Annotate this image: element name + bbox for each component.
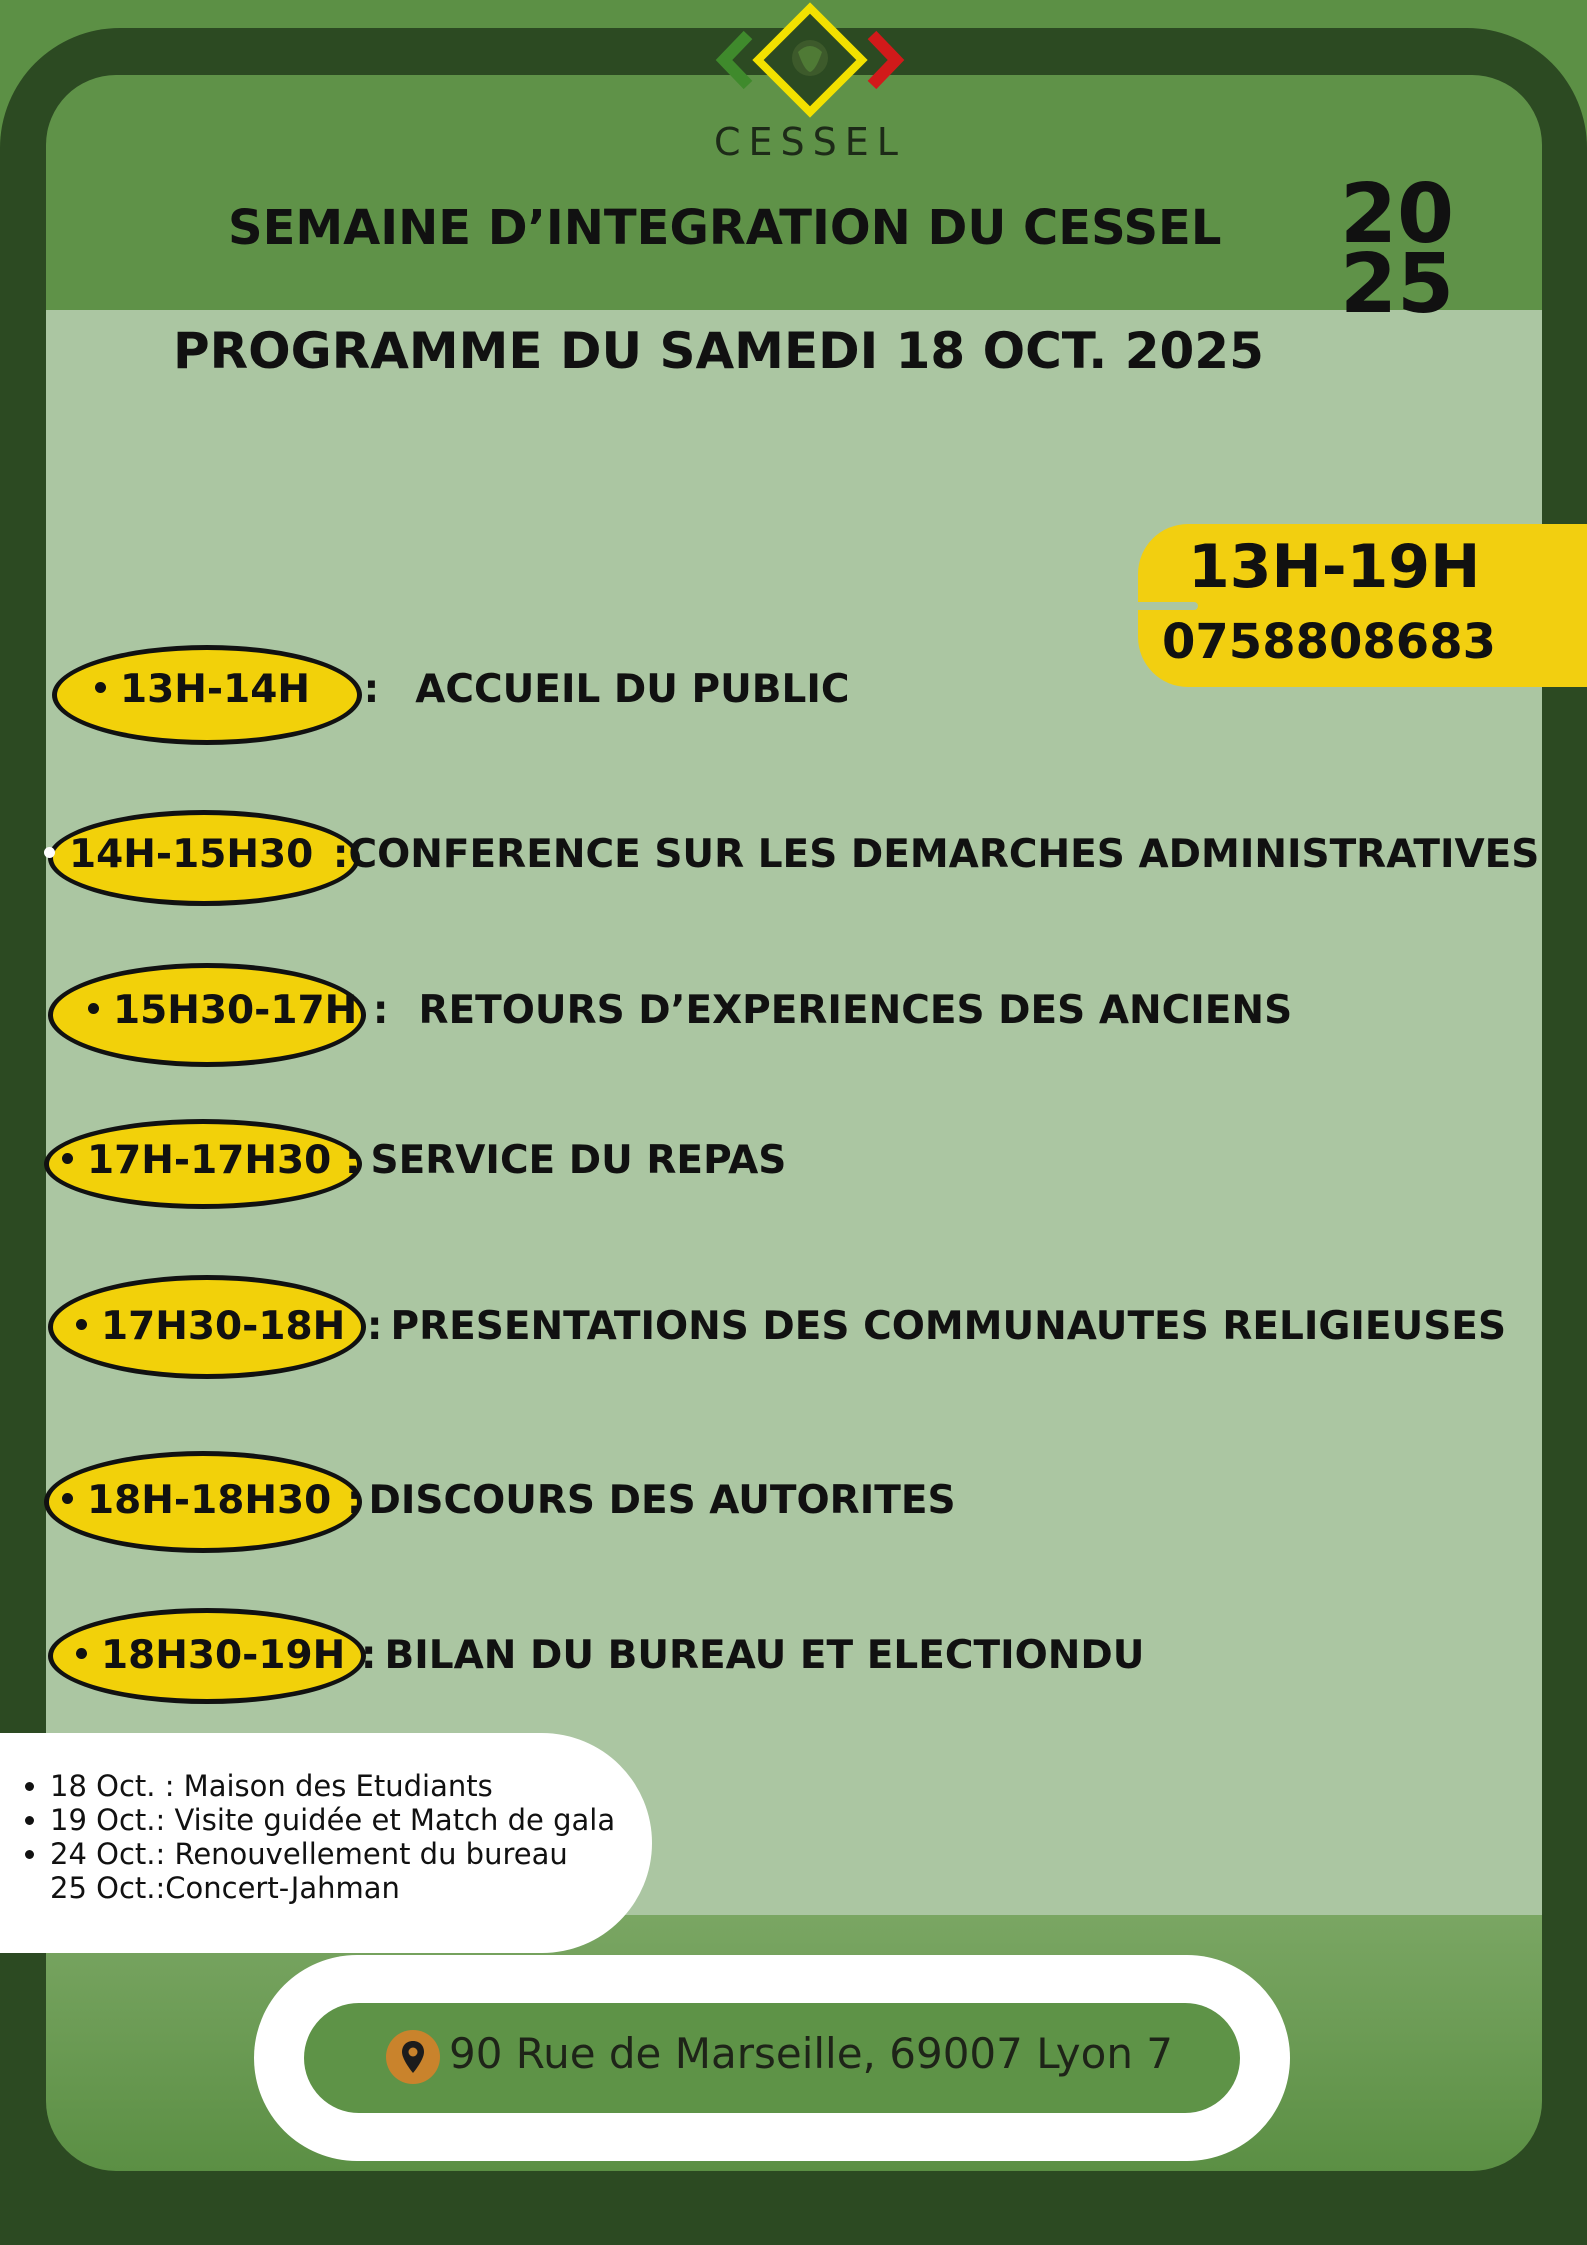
activity-label: DISCOURS DES AUTORITES (368, 1478, 956, 1523)
time-slot: 13H-14H (120, 667, 311, 712)
activity-label: CONFERENCE SUR LES DEMARCHES ADMINISTRATIVES (348, 832, 1540, 877)
separator: : (319, 832, 349, 877)
bullet-icon (95, 682, 106, 693)
bullet-icon (88, 1003, 99, 1014)
activity-label: BILAN DU BUREAU ET ELECTIONDU (384, 1633, 1145, 1678)
activity-label: RETOURS D’EXPERIENCES DES ANCIENS (418, 988, 1293, 1033)
time-slot: 17H-17H30 (87, 1138, 332, 1183)
logo-wordmark: CESSEL (714, 120, 906, 164)
separator: : (331, 1138, 361, 1183)
location-pin-icon (386, 2030, 440, 2084)
bullet-icon (76, 1648, 87, 1659)
event-note: • 24 Oct.: Renouvellement du bureau (50, 1837, 615, 1871)
activity-label: SERVICE DU REPAS (370, 1138, 787, 1183)
event-note: 25 Oct.:Concert-Jahman (50, 1871, 400, 1905)
separator: : (359, 988, 389, 1033)
time-slot: 18H30-19H (101, 1633, 346, 1678)
year-line-1: 20 (1340, 167, 1455, 262)
address-bar (304, 2003, 1240, 2113)
event-title: SEMAINE D’INTEGRATION DU CESSEL (228, 200, 1222, 256)
event-note: • 19 Oct.: Visite guidée et Match de gala (50, 1803, 615, 1837)
time-slot: 18H-18H30 (87, 1478, 332, 1523)
bullet-icon (62, 1153, 73, 1164)
time-slot: 14H-15H30 (69, 832, 314, 877)
separator: : (353, 1304, 383, 1349)
event-note: • 18 Oct. : Maison des Etudiants (50, 1769, 615, 1803)
address-frame (254, 1955, 1290, 2161)
upcoming-events-card (0, 1733, 652, 1953)
separator: : (333, 1478, 363, 1523)
hours-badge (1138, 524, 1587, 687)
bullet-icon (76, 1319, 87, 1330)
cessel-logo (710, 0, 910, 170)
address-text: 90 Rue de Marseille, 69007 Lyon 7 (449, 2029, 1174, 2078)
bullet-icon (62, 1493, 73, 1504)
phone-number: 0758808683 (1162, 614, 1496, 670)
bullet-icon (44, 847, 55, 858)
program-subtitle: PROGRAMME DU SAMEDI 18 OCT. 2025 (173, 322, 1264, 380)
time-slot: 15H30-17H (113, 988, 358, 1033)
activity-label: ACCUEIL DU PUBLIC (415, 667, 850, 712)
badge-divider (1138, 602, 1198, 610)
event-year (1340, 167, 1480, 332)
activity-label: PRESENTATIONS DES COMMUNAUTES RELIGIEUSES (390, 1304, 1507, 1349)
year-line-2: 25 (1340, 237, 1455, 332)
time-slot: 17H30-18H (101, 1304, 346, 1349)
hours-text: 13H-19H (1188, 532, 1481, 602)
events-list (0, 1769, 615, 1905)
separator: : (350, 667, 380, 712)
separator: : (347, 1633, 377, 1678)
logo-diamond-icon (710, 0, 910, 120)
